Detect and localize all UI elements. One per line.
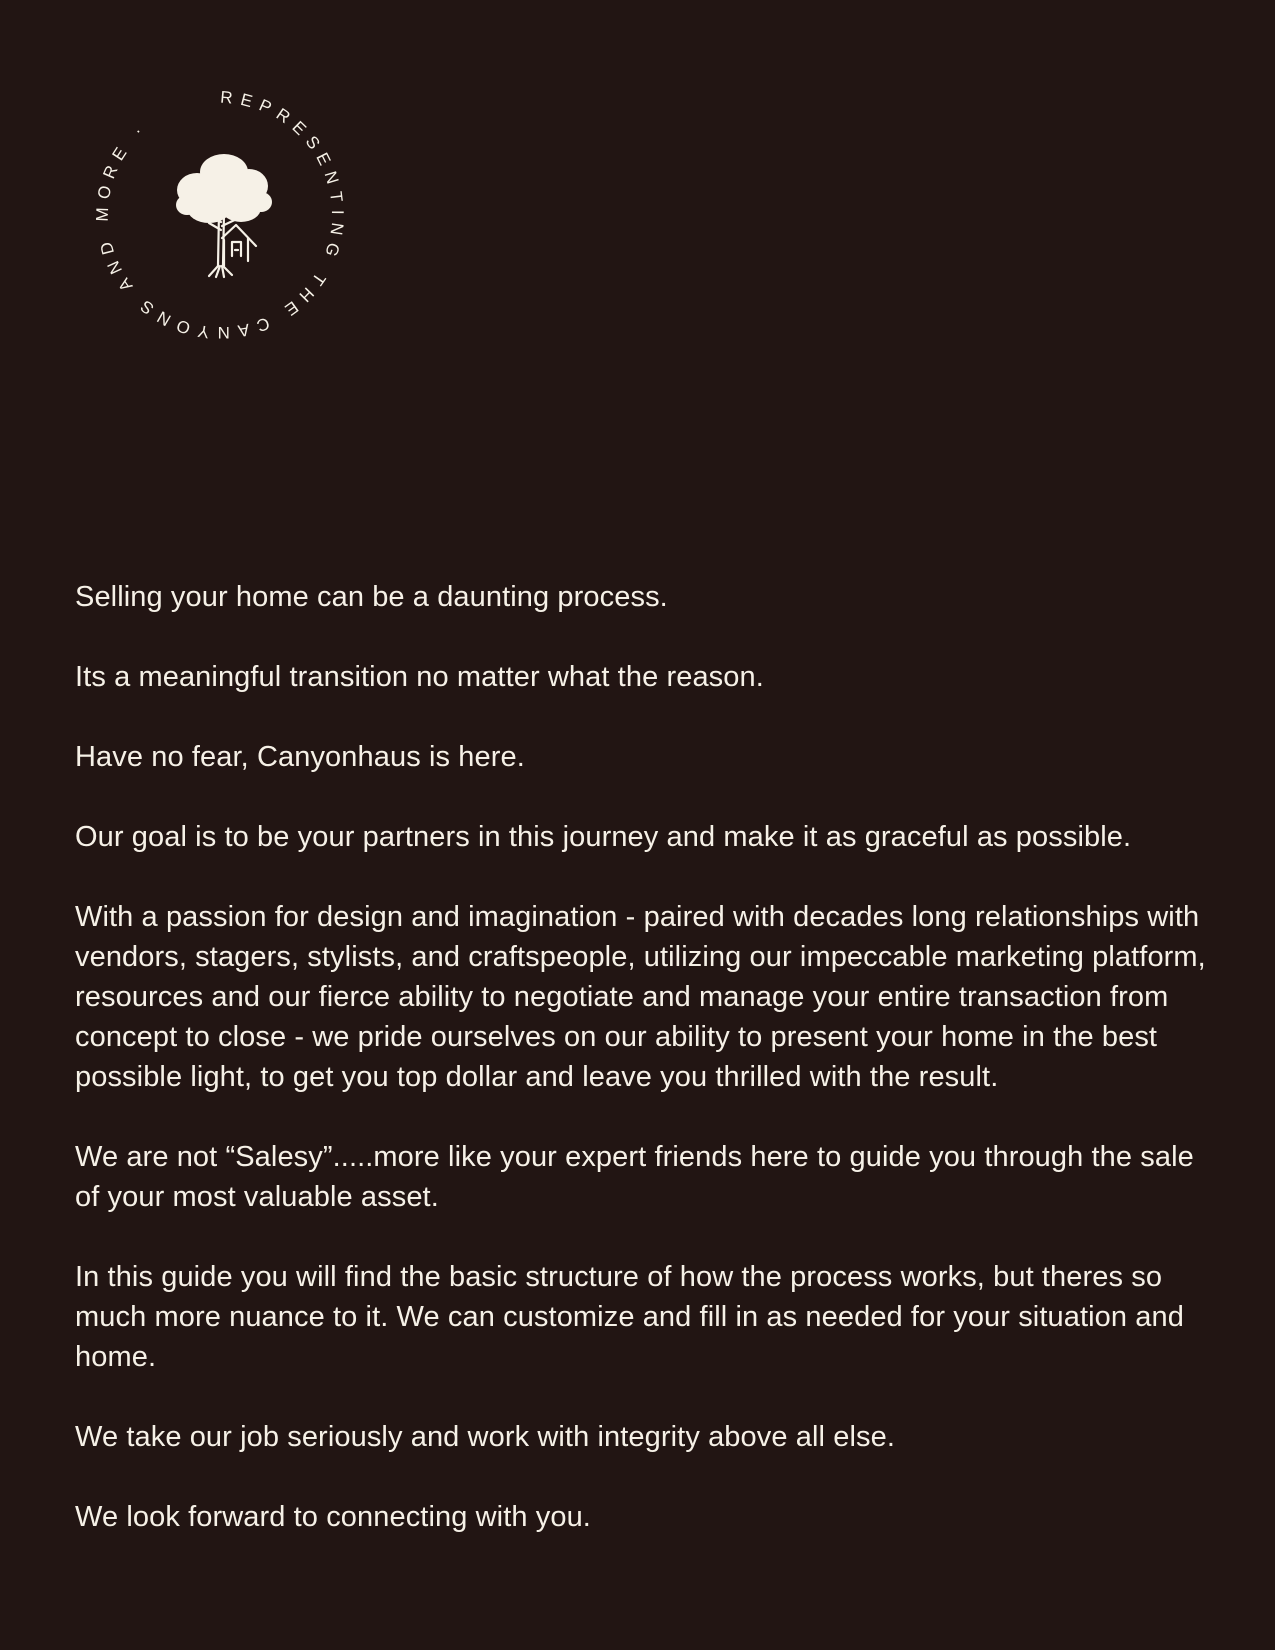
paragraph-transition: Its a meaningful transition no matter what the reason. <box>75 661 764 693</box>
paragraph-intro: Selling your home can be a daunting process. <box>75 581 668 613</box>
paragraph-not-salesy: We are not “Salesy”.....more like your expert friends here to guide you through the sale of your most valuable asset. <box>75 1141 1194 1213</box>
logo-seal-graphic <box>85 80 355 350</box>
paragraph-guide: In this guide you will find the basic structure of how the process works, but theres so much more nuance to it. We can customize and fill in as needed for your situation and home. <box>75 1261 1184 1373</box>
paragraph-closing: We look forward to connecting with you. <box>75 1501 591 1533</box>
paragraph-integrity: We take our job seriously and work with integrity above all else. <box>75 1421 895 1453</box>
logo-seal <box>85 80 355 350</box>
paragraph-no-fear: Have no fear, Canyonhaus is here. <box>75 741 525 773</box>
paragraph-passion: With a passion for design and imagination - paired with decades long relationships with vendors, stagers, stylists, and craftspeople, utilizing our impeccable marketing platform, resources and our fierce ability to negotiate and manage your entire transaction from concept to close - we pride ourselves on our ability to present your home in the best possible light, to get you top dollar and leave you thrilled with the result. <box>75 901 1206 1093</box>
tree-house-icon <box>176 154 272 277</box>
letter-body <box>75 577 1215 1537</box>
paragraph-goal: Our goal is to be your partners in this journey and make it as graceful as possible. <box>75 821 1132 853</box>
logo-seal-text: REPRESENTING THE CANYONS AND MORE · <box>92 87 348 343</box>
